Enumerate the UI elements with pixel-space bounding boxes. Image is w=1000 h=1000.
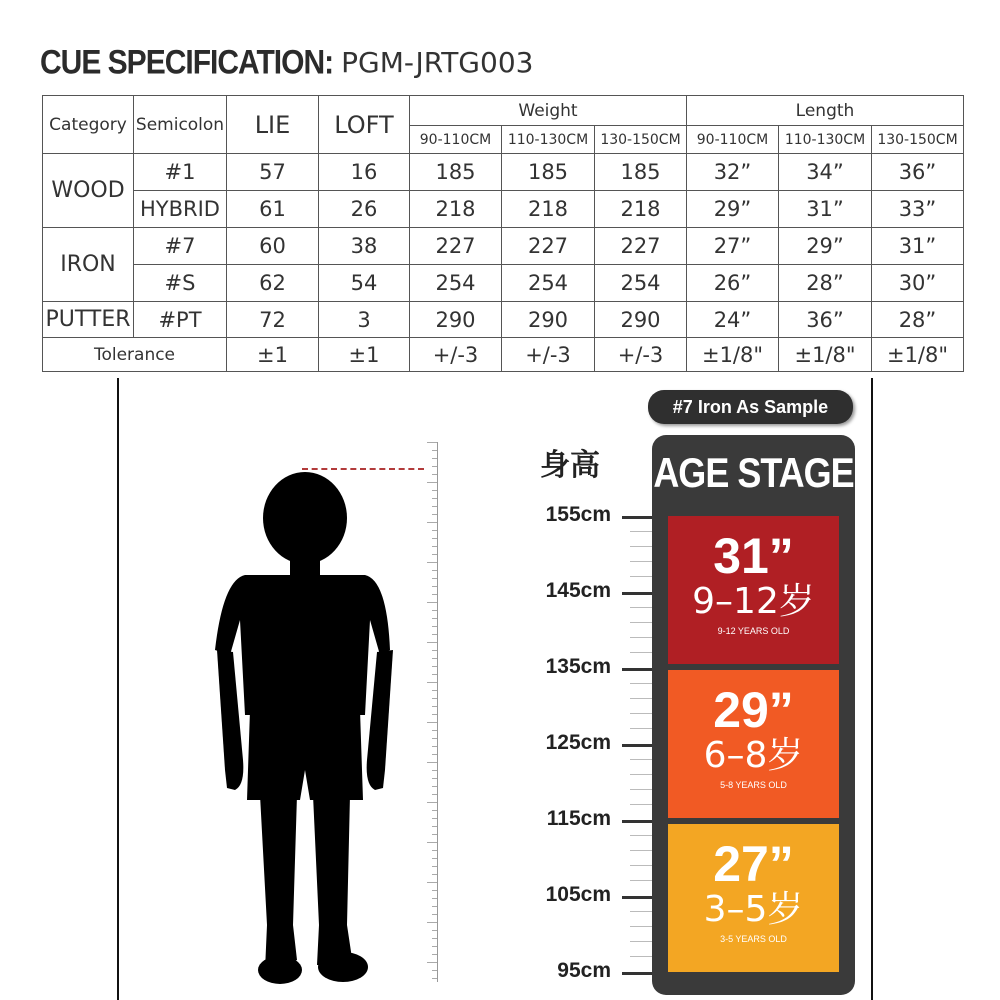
- lie-cell: 72: [227, 302, 319, 338]
- height-major-tick: [622, 820, 652, 823]
- ruler-tick: [432, 618, 437, 619]
- height-minor-tick: [630, 531, 652, 532]
- semicolon-cell: #1: [134, 154, 227, 191]
- ruler-tick: [432, 546, 437, 547]
- weight-cell: 254: [502, 265, 595, 302]
- weight-cell: 218: [502, 191, 595, 228]
- tolerance-length: ±1/8": [687, 338, 779, 372]
- ruler-tick: [432, 794, 437, 795]
- height-label: 145cm: [545, 579, 611, 602]
- length-cell: 33”: [872, 191, 964, 228]
- frame-right-line: [871, 378, 873, 1000]
- length-cell: 24”: [687, 302, 779, 338]
- tolerance-weight: +/-3: [410, 338, 502, 372]
- height-minor-tick: [630, 622, 652, 623]
- ruler-tick: [427, 682, 437, 683]
- ruler-tick: [432, 530, 437, 531]
- height-minor-tick: [630, 911, 652, 912]
- loft-cell: 26: [319, 191, 410, 228]
- ruler-tick: [432, 466, 437, 467]
- header-weight: Weight: [410, 96, 687, 126]
- weight-cell: 290: [410, 302, 502, 338]
- height-major-tick: [622, 668, 652, 671]
- height-major-tick: [622, 896, 652, 899]
- ruler-tick: [432, 850, 437, 851]
- weight-cell: 290: [595, 302, 687, 338]
- ruler-tick: [432, 706, 437, 707]
- loft-cell: 38: [319, 228, 410, 265]
- tolerance-label: Tolerance: [43, 338, 227, 372]
- length-cell: 30”: [872, 265, 964, 302]
- height-label: 155cm: [545, 503, 611, 526]
- height-minor-tick: [630, 774, 652, 775]
- height-title: 身高: [540, 448, 600, 483]
- height-minor-tick: [630, 880, 652, 881]
- height-minor-tick: [630, 607, 652, 608]
- ruler-tick: [427, 962, 437, 963]
- card-age-english: 5-8 YEARS OLD: [720, 780, 787, 790]
- height-label: 105cm: [545, 883, 611, 906]
- weight-cell: 185: [502, 154, 595, 191]
- weight-cell: 227: [502, 228, 595, 265]
- height-minor-tick: [630, 835, 652, 836]
- ruler-tick: [432, 674, 437, 675]
- card-length: 31”: [713, 528, 794, 584]
- semicolon-cell: HYBRID: [134, 191, 227, 228]
- tolerance-lie: ±1: [227, 338, 319, 372]
- tolerance-loft: ±1: [319, 338, 410, 372]
- ruler-tick: [432, 658, 437, 659]
- height-label: 115cm: [546, 807, 611, 830]
- ruler-tick: [432, 874, 437, 875]
- ruler-tick: [432, 898, 437, 899]
- height-major-tick: [622, 744, 652, 747]
- ruler-tick: [432, 490, 437, 491]
- height-minor-tick: [630, 759, 652, 760]
- table-row: [43, 154, 964, 191]
- card-length: 29”: [713, 682, 794, 738]
- ruler-tick: [432, 698, 437, 699]
- height-minor-tick: [630, 637, 652, 638]
- ruler-tick: [432, 954, 437, 955]
- table-row: [43, 265, 964, 302]
- ruler-tick: [427, 562, 437, 563]
- table-row: [43, 302, 964, 338]
- title-model: PGM-JRTG003: [341, 46, 534, 79]
- length-cell: 28”: [872, 302, 964, 338]
- child-silhouette: [205, 470, 405, 995]
- lie-cell: 57: [227, 154, 319, 191]
- title-bold: CUE SPECIFICATION:: [40, 43, 334, 82]
- semicolon-cell: #PT: [134, 302, 227, 338]
- tolerance-length: ±1/8": [779, 338, 872, 372]
- height-minor-tick: [630, 926, 652, 927]
- ruler-tick: [432, 650, 437, 651]
- weight-range: 130-150CM: [595, 126, 687, 154]
- weight-cell: 218: [595, 191, 687, 228]
- tolerance-weight: +/-3: [595, 338, 687, 372]
- height-minor-tick: [630, 789, 652, 790]
- card-age: 6–8岁: [703, 735, 804, 776]
- ruler-tick: [432, 810, 437, 811]
- ruler-tick: [432, 866, 437, 867]
- ruler-tick: [432, 458, 437, 459]
- ruler-tick: [432, 578, 437, 579]
- semicolon-cell: #S: [134, 265, 227, 302]
- tolerance-row: [43, 338, 964, 372]
- table-row: [43, 191, 964, 228]
- weight-cell: 185: [410, 154, 502, 191]
- ruler-tick: [427, 842, 437, 843]
- length-cell: 29”: [687, 191, 779, 228]
- weight-cell: 218: [410, 191, 502, 228]
- weight-cell: 227: [595, 228, 687, 265]
- lie-cell: 61: [227, 191, 319, 228]
- age-stage-title: AGE STAGE: [653, 448, 854, 496]
- length-range: 110-130CM: [779, 126, 872, 154]
- ruler-tick: [432, 714, 437, 715]
- ruler-tick: [432, 834, 437, 835]
- ruler-tick: [432, 858, 437, 859]
- age-card: [668, 824, 839, 972]
- ruler-tick: [432, 554, 437, 555]
- ruler-tick: [427, 482, 437, 483]
- weight-cell: 254: [410, 265, 502, 302]
- ruler-tick: [432, 770, 437, 771]
- card-age-english: 9-12 YEARS OLD: [717, 626, 790, 636]
- length-range: 130-150CM: [872, 126, 964, 154]
- length-cell: 27”: [687, 228, 779, 265]
- ruler-tick: [432, 450, 437, 451]
- sample-badge: #7 Iron As Sample: [648, 390, 853, 424]
- ruler-tick: [427, 442, 437, 443]
- ruler-tick: [427, 922, 437, 923]
- loft-cell: 54: [319, 265, 410, 302]
- ruler-tick: [432, 826, 437, 827]
- height-minor-tick: [630, 698, 652, 699]
- ruler-tick: [432, 586, 437, 587]
- height-label: 125cm: [545, 731, 611, 754]
- ruler-tick: [432, 946, 437, 947]
- length-cell: 28”: [779, 265, 872, 302]
- loft-cell: 3: [319, 302, 410, 338]
- ruler-tick: [432, 594, 437, 595]
- tolerance-length: ±1/8": [872, 338, 964, 372]
- card-age-english: 3-5 YEARS OLD: [720, 934, 787, 944]
- ruler-tick: [432, 474, 437, 475]
- height-label: 135cm: [545, 655, 611, 678]
- ruler-tick: [427, 642, 437, 643]
- height-minor-tick: [630, 683, 652, 684]
- category-cell: PUTTER: [43, 302, 134, 338]
- weight-cell: 290: [502, 302, 595, 338]
- header-category: Category: [43, 96, 134, 154]
- ruler-tick: [432, 538, 437, 539]
- ruler-tick: [432, 570, 437, 571]
- ruler-tick: [432, 906, 437, 907]
- ruler-tick: [432, 666, 437, 667]
- weight-range: 90-110CM: [410, 126, 502, 154]
- weight-cell: 227: [410, 228, 502, 265]
- ruler-tick: [432, 514, 437, 515]
- height-major-tick: [622, 972, 652, 975]
- height-minor-tick: [630, 728, 652, 729]
- height-minor-tick: [630, 850, 652, 851]
- header-length: Length: [687, 96, 964, 126]
- ruler-tick: [432, 970, 437, 971]
- ruler-tick: [427, 522, 437, 523]
- length-range: 90-110CM: [687, 126, 779, 154]
- card-age: 3–5岁: [703, 889, 804, 930]
- header-loft: LOFT: [319, 96, 410, 154]
- ruler-tick: [432, 746, 437, 747]
- length-cell: 36”: [872, 154, 964, 191]
- height-ruler: [425, 442, 438, 982]
- ruler-tick: [432, 938, 437, 939]
- spec-table: [42, 95, 964, 372]
- card-age: 9–12岁: [692, 581, 815, 622]
- ruler-tick: [432, 978, 437, 979]
- lie-cell: 60: [227, 228, 319, 265]
- page-title: [40, 38, 533, 88]
- head-height-line: [302, 468, 424, 470]
- length-cell: 34”: [779, 154, 872, 191]
- tolerance-weight: +/-3: [502, 338, 595, 372]
- category-cell: IRON: [43, 228, 134, 302]
- ruler-tick: [432, 930, 437, 931]
- ruler-tick: [432, 498, 437, 499]
- ruler-tick: [432, 730, 437, 731]
- ruler-tick: [432, 914, 437, 915]
- height-minor-tick: [630, 546, 652, 547]
- semicolon-cell: #7: [134, 228, 227, 265]
- length-cell: 31”: [872, 228, 964, 265]
- height-minor-tick: [630, 576, 652, 577]
- ruler-tick: [432, 690, 437, 691]
- frame-left-line: [117, 378, 119, 1000]
- length-cell: 26”: [687, 265, 779, 302]
- ruler-tick: [432, 778, 437, 779]
- header-lie: LIE: [227, 96, 319, 154]
- height-major-tick: [622, 592, 652, 595]
- height-minor-tick: [630, 865, 652, 866]
- height-minor-tick: [630, 713, 652, 714]
- table-row: [43, 228, 964, 265]
- height-minor-tick: [630, 941, 652, 942]
- length-cell: 36”: [779, 302, 872, 338]
- header-semicolon: Semicolon: [134, 96, 227, 154]
- ruler-tick: [427, 802, 437, 803]
- height-minor-tick: [630, 804, 652, 805]
- ruler-tick: [432, 506, 437, 507]
- loft-cell: 16: [319, 154, 410, 191]
- ruler-tick: [427, 882, 437, 883]
- category-cell: WOOD: [43, 154, 134, 228]
- ruler-tick: [427, 602, 437, 603]
- ruler-tick: [432, 818, 437, 819]
- age-card: [668, 670, 839, 818]
- ruler-tick: [432, 754, 437, 755]
- height-major-tick: [622, 516, 652, 519]
- weight-range: 110-130CM: [502, 126, 595, 154]
- weight-cell: 254: [595, 265, 687, 302]
- ruler-tick: [427, 762, 437, 763]
- ruler-tick: [427, 722, 437, 723]
- height-minor-tick: [630, 956, 652, 957]
- ruler-tick: [432, 634, 437, 635]
- height-minor-tick: [630, 561, 652, 562]
- ruler-tick: [432, 890, 437, 891]
- ruler-tick: [432, 738, 437, 739]
- length-cell: 31”: [779, 191, 872, 228]
- lie-cell: 62: [227, 265, 319, 302]
- length-cell: 29”: [779, 228, 872, 265]
- weight-cell: 185: [595, 154, 687, 191]
- age-card: [668, 516, 839, 664]
- ruler-tick: [432, 786, 437, 787]
- height-minor-tick: [630, 652, 652, 653]
- height-label: 95cm: [557, 959, 611, 982]
- length-cell: 32”: [687, 154, 779, 191]
- card-length: 27”: [713, 836, 794, 892]
- ruler-tick: [432, 626, 437, 627]
- ruler-tick: [432, 610, 437, 611]
